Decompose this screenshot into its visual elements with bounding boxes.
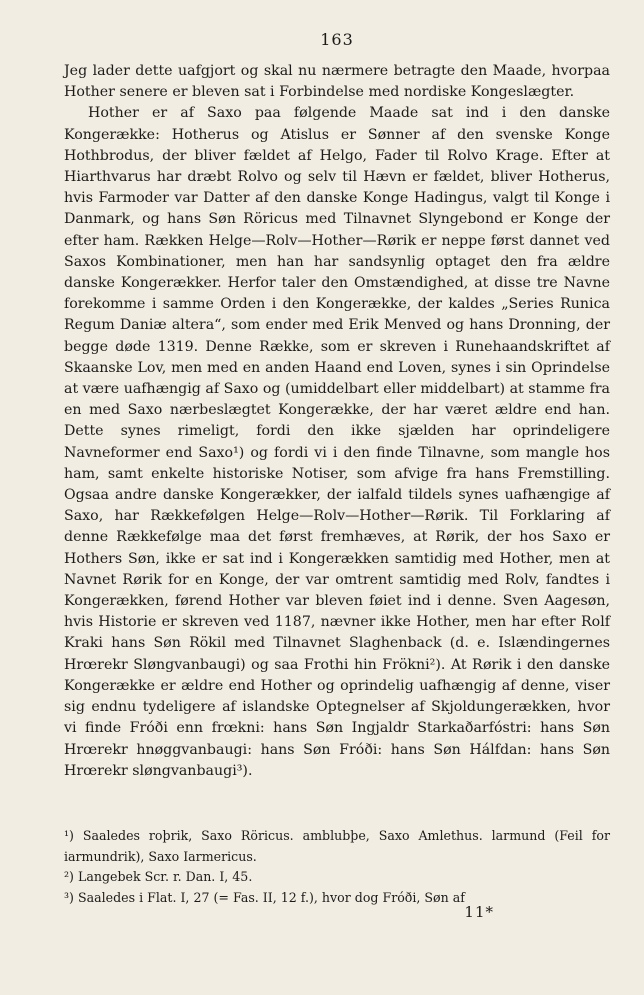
footnote-text: Langebek Scr. r. Dan. I, 45.	[77, 869, 253, 884]
paragraph-1: Jeg lader dette uafgjort og skal nu nærmere betragte den Maade, hvorpaa Hother senere er bleven sat i Forbindelse med nordiske Kongeslægter.	[64, 63, 610, 101]
page-number: 163	[320, 30, 354, 49]
footnote-1	[64, 826, 610, 867]
footnote-text: Saaledes i Flat. I, 27 (= Fas. II, 12 f.), hvor dog Fróði, Søn af	[77, 889, 465, 905]
signature-mark: 11*	[464, 903, 494, 921]
footnote-2	[64, 867, 610, 888]
footnote-marker: ²)	[64, 869, 74, 884]
footnotes	[64, 826, 610, 908]
footnote-3	[64, 888, 610, 909]
paragraph-2: Hother er af Saxo paa følgende Maade sat ind i den danske Kongerække: Hotherus og Atislus er Sønner af den svenske Konge Hothbrodus, der bliver fældet af Helgo, Fader til Rolvo Krage. Efter at Hiarthvarus har dræbt Rolvo og selv til Hævn er fældet, bliver Hotherus, hvis Farmoder var Datter af den danske Konge Hadingus, valgt til Konge i Danmark, og hans Søn Röricus med Tilnavnet Slyngebond er Konge der efter ham. Rækken Helge—Rolv—Hother—Rørik er neppe først dannet ved Saxos Kombinationer, men han har sandsynlig optaget den fra ældre danske Kongerækker. Herfor taler den Omstændighed, at disse tre Navne forekomme i samme Orden i den Kongerække, der kaldes „Series Runica Regum Daniæ altera“, som ender med Erik Menved og hans Dronning, der begge døde 1319. Denne Række, som er skreven i Runehaandskriftet af Skaanske Lov, men med en anden Haand end Loven, synes i sin Oprindelse at være uafhængig af Saxo og (umiddelbart eller middelbart) at stamme fra en med Saxo nærbeslægtet Kongerække, der har været ældre end han. Dette synes rimeligt, fordi den ikke sjælden har oprindeligere Navneformer end Saxo¹) og fordi vi i den finde Tilnavne, som mangle hos ham, samt enkelte historiske Notiser, som afvige fra hans Fremstilling. Ogsaa andre danske Kongerækker, der ialfald tildels synes uafhængige af Saxo, har Rækkefølgen Helge—Rolv—Hother—Rørik. Til Forklaring af denne Rækkefølge maa det først fremhæves, at Rørik, der hos Saxo er Hothers Søn, ikke er sat ind i Kongerækken samtidig med Hother, men at Navnet Rørik for en Konge, der var omtrent samtidig med Rolv, fandtes i Kongerækken, førend Hother var bleven føiet ind i denne. Sven Aagesøn, hvis Historie er skreven ved 1187, nævner ikke Hother, men har efter Rolf Kraki hans Søn Rökil med Tilnavnet Slaghenback (d. e. Islændingernes Hrœrekr Sløngvanbaugi) og saa Frothi hin Frökni²). At Rørik i den danske Kongerække er ældre end Hother og oprindelig uafhængig af denne, viser sig endnu tydeligere af islandske Optegnelser af Skjoldungerækken, hvor vi finde Fróði enn frœkni: hans Søn Ingjaldr Starkaðarfóstri: hans Søn Hrœrekr hnøggvanbaugi: hans Søn Fróði: hans Søn Hálfdan: hans Søn Hrœrekr sløngvanbaugi³).	[64, 105, 610, 779]
footnote-marker: ¹)	[64, 828, 74, 843]
footnote-marker: ³)	[64, 889, 74, 905]
footnote-text: Saaledes roþrik, Saxo Röricus. amblubþe, Saxo Amlethus. larmund (Feil for iarmundrik), Saxo Iarmericus.	[64, 828, 610, 864]
main-text	[64, 61, 610, 782]
